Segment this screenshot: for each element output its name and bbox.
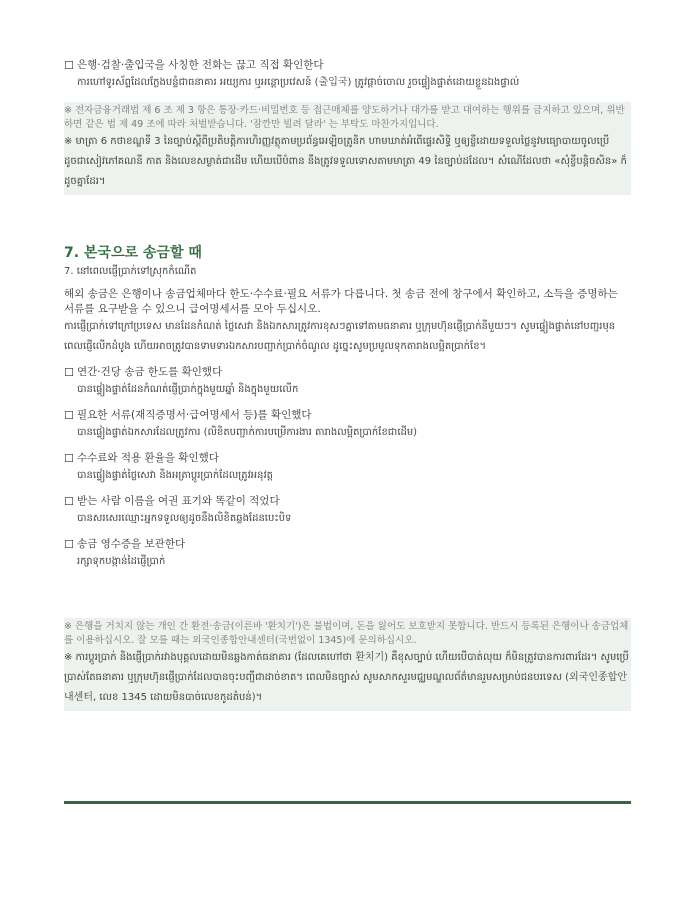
section-remittance bbox=[64, 243, 631, 580]
checklist-item-km: បានផ្ទៀងផ្ទាត់ថ្លៃសេវា និងអត្រាប្ដូរប្រាក់ដែលត្រូវអនុវត្ត bbox=[77, 470, 274, 481]
checklist-item-ko: 은행·검찰·출입국을 사칭한 전화는 끊고 직접 확인한다 bbox=[77, 59, 324, 71]
section-paragraph-km: ការផ្ញើប្រាក់ទៅក្រៅប្រទេស មានដែនកំណត់ ថ្លៃសេវា និងឯកសារត្រូវការខុសៗគ្នាទៅតាមធនាគារ ឬក្រុមហ៊ុនផ្ញើប្រាក់នីមួយៗ។ សូមផ្ទៀងផ្ទាត់នៅបញ្ជរមុនពេលផ្ញើលើកដំបូង ហើយអាចត្រូវបានទាមទារឯកសារបញ្ជាក់ប្រាក់ចំណូល ដូច្នេះសូមប្រមូលទុកតារាងលម្អិតប្រាក់ខែ។ bbox=[64, 321, 616, 352]
checklist-item[interactable] bbox=[64, 408, 631, 443]
checkbox-icon[interactable]: ☐ bbox=[64, 538, 74, 551]
checkbox-icon[interactable]: ☐ bbox=[64, 495, 74, 508]
section-title: 7. 본국으로 송금할 때 bbox=[64, 245, 202, 261]
checklist-item-ko: 필요한 서류(재직증명서·급여명세서 등)를 확인했다 bbox=[77, 409, 312, 421]
section-subtitle: 7. នៅពេលផ្ញើប្រាក់ទៅស្រុកកំណើត bbox=[64, 266, 197, 277]
checklist-item-km: បានផ្ទៀងផ្ទាត់ដែនកំណត់ផ្ញើប្រាក់ក្នុងមួយឆ្នាំ និងក្នុងមួយលើក bbox=[77, 384, 299, 395]
checklist-item[interactable] bbox=[64, 58, 631, 93]
checklist-item-km: បានសរសេរឈ្មោះអ្នកទទួលឲ្យដូចនឹងលិខិតឆ្លងដែនបេះបិទ bbox=[77, 513, 292, 524]
section-paragraph-ko: 해외 송금은 은행이나 송금업체마다 한도·수수료·필요 서류가 다릅니다. 첫 송금 전에 창구에서 확인하고, 소득을 증명하는 서류를 요구받을 수 있으니 급여명세서를 모아 두십시오. bbox=[64, 288, 618, 315]
legal-note-km: ※ មាត្រា 6 កថាខណ្ឌទី 3 នៃច្បាប់ស្ដីពីប្រតិបត្តិការហិរញ្ញវត្ថុតាមប្រព័ន្ធអេឡិចត្រូនិក ហាមឃាត់អំពើផ្ទេរសិទ្ធិ ឬឲ្យខ្ចីដោយទទួលថ្លៃនូវមធ្យោបាយចូលប្រើ ដូចជាសៀវភៅគណនី កាត និងលេខសម្ងាត់ជាដើម ហើយបើបំពាន នឹងត្រូវទទួលទោសតាមមាត្រា 49 នៃច្បាប់ដដែល។ សំណើដែលថា «សុំខ្ចីបន្តិចសិន» ក៏ដូចគ្នាដែរ។ bbox=[64, 136, 627, 187]
checklist-item[interactable] bbox=[64, 365, 631, 400]
checklist-item-km: ការហៅទូរស័ព្ទដែលក្លែងបន្លំជាធនាគារ អយ្យការ ឬអន្តោប្រវេសន៍ (출입국) ត្រូវផ្ដាច់ចោល រួចផ្ទៀងផ្ទាត់ដោយខ្លួនឯងផ្ទាល់ bbox=[77, 77, 520, 88]
top-checklist bbox=[64, 58, 631, 101]
checklist-item-ko: 수수료와 적용 환율을 확인했다 bbox=[77, 452, 219, 464]
checklist-item-ko: 송금 영수증을 보관한다 bbox=[77, 538, 186, 550]
checklist-item-ko: 받는 사람 이름을 여권 표기와 똑같이 적었다 bbox=[77, 495, 280, 507]
checklist-item-km: បានផ្ទៀងផ្ទាត់ឯកសារដែលត្រូវការ (លិខិតបញ្ជាក់ការបម្រើការងារ តារាងលម្អិតប្រាក់ខែជាដើម) bbox=[77, 427, 418, 438]
legal-note-box bbox=[64, 102, 631, 195]
footer-divider bbox=[64, 801, 631, 804]
warning-note-box bbox=[64, 618, 631, 711]
checkbox-icon[interactable]: ☐ bbox=[64, 59, 74, 72]
checkbox-icon[interactable]: ☐ bbox=[64, 409, 74, 422]
checkbox-icon[interactable]: ☐ bbox=[64, 366, 74, 379]
warning-note-ko: ※ 은행을 거치지 않는 개인 간 환전·송금(이른바 '환치기')은 불법이며, 돈을 잃어도 보호받지 못합니다. 반드시 등록된 은행이나 송금업체를 이용하십시오. 잘 모를 때는 외국인종합안내센터(국번없이 1345)에 문의하십시오. bbox=[64, 621, 629, 646]
checklist-item[interactable] bbox=[64, 494, 631, 529]
remittance-checklist bbox=[64, 365, 631, 572]
legal-note-ko: ※ 전자금융거래법 제 6 조 제 3 항은 통장·카드·비밀번호 등 접근매체를 양도하거나 대가를 받고 대여하는 행위를 금지하고 있으며, 위반하면 같은 법 제 49 조에 따라 처벌받습니다. '잠깐만 빌려 달라' 는 부탁도 마찬가지입니다. bbox=[64, 105, 625, 130]
checklist-item-km: រក្សាទុកបង្កាន់ដៃផ្ញើប្រាក់ bbox=[77, 556, 166, 567]
checklist-item[interactable] bbox=[64, 537, 631, 572]
checkbox-icon[interactable]: ☐ bbox=[64, 452, 74, 465]
warning-note-km: ※ ការប្ដូរប្រាក់ និងផ្ញើប្រាក់រវាងបុគ្គលដោយមិនឆ្លងកាត់ធនាគារ (ដែលគេហៅថា 환치기) គឺខុសច្បាប់ ហើយបើបាត់លុយ ក៏មិនត្រូវបានការពារដែរ។ សូមប្រើប្រាស់តែធនាគារ ឬក្រុមហ៊ុនផ្ញើប្រាក់ដែលបានចុះបញ្ជីជាដាច់ខាត។ ពេលមិនច្បាស់ សូមសាកសួរមជ្ឈមណ្ឌលព័ត៌មានរួមសម្រាប់ជនបរទេស (외국인종합안내센터, លេខ 1345 ដោយមិនបាច់លេខកូដតំបន់)។ bbox=[64, 652, 629, 703]
checklist-item-ko: 연간·건당 송금 한도를 확인했다 bbox=[77, 366, 223, 378]
checklist-item[interactable] bbox=[64, 451, 631, 486]
